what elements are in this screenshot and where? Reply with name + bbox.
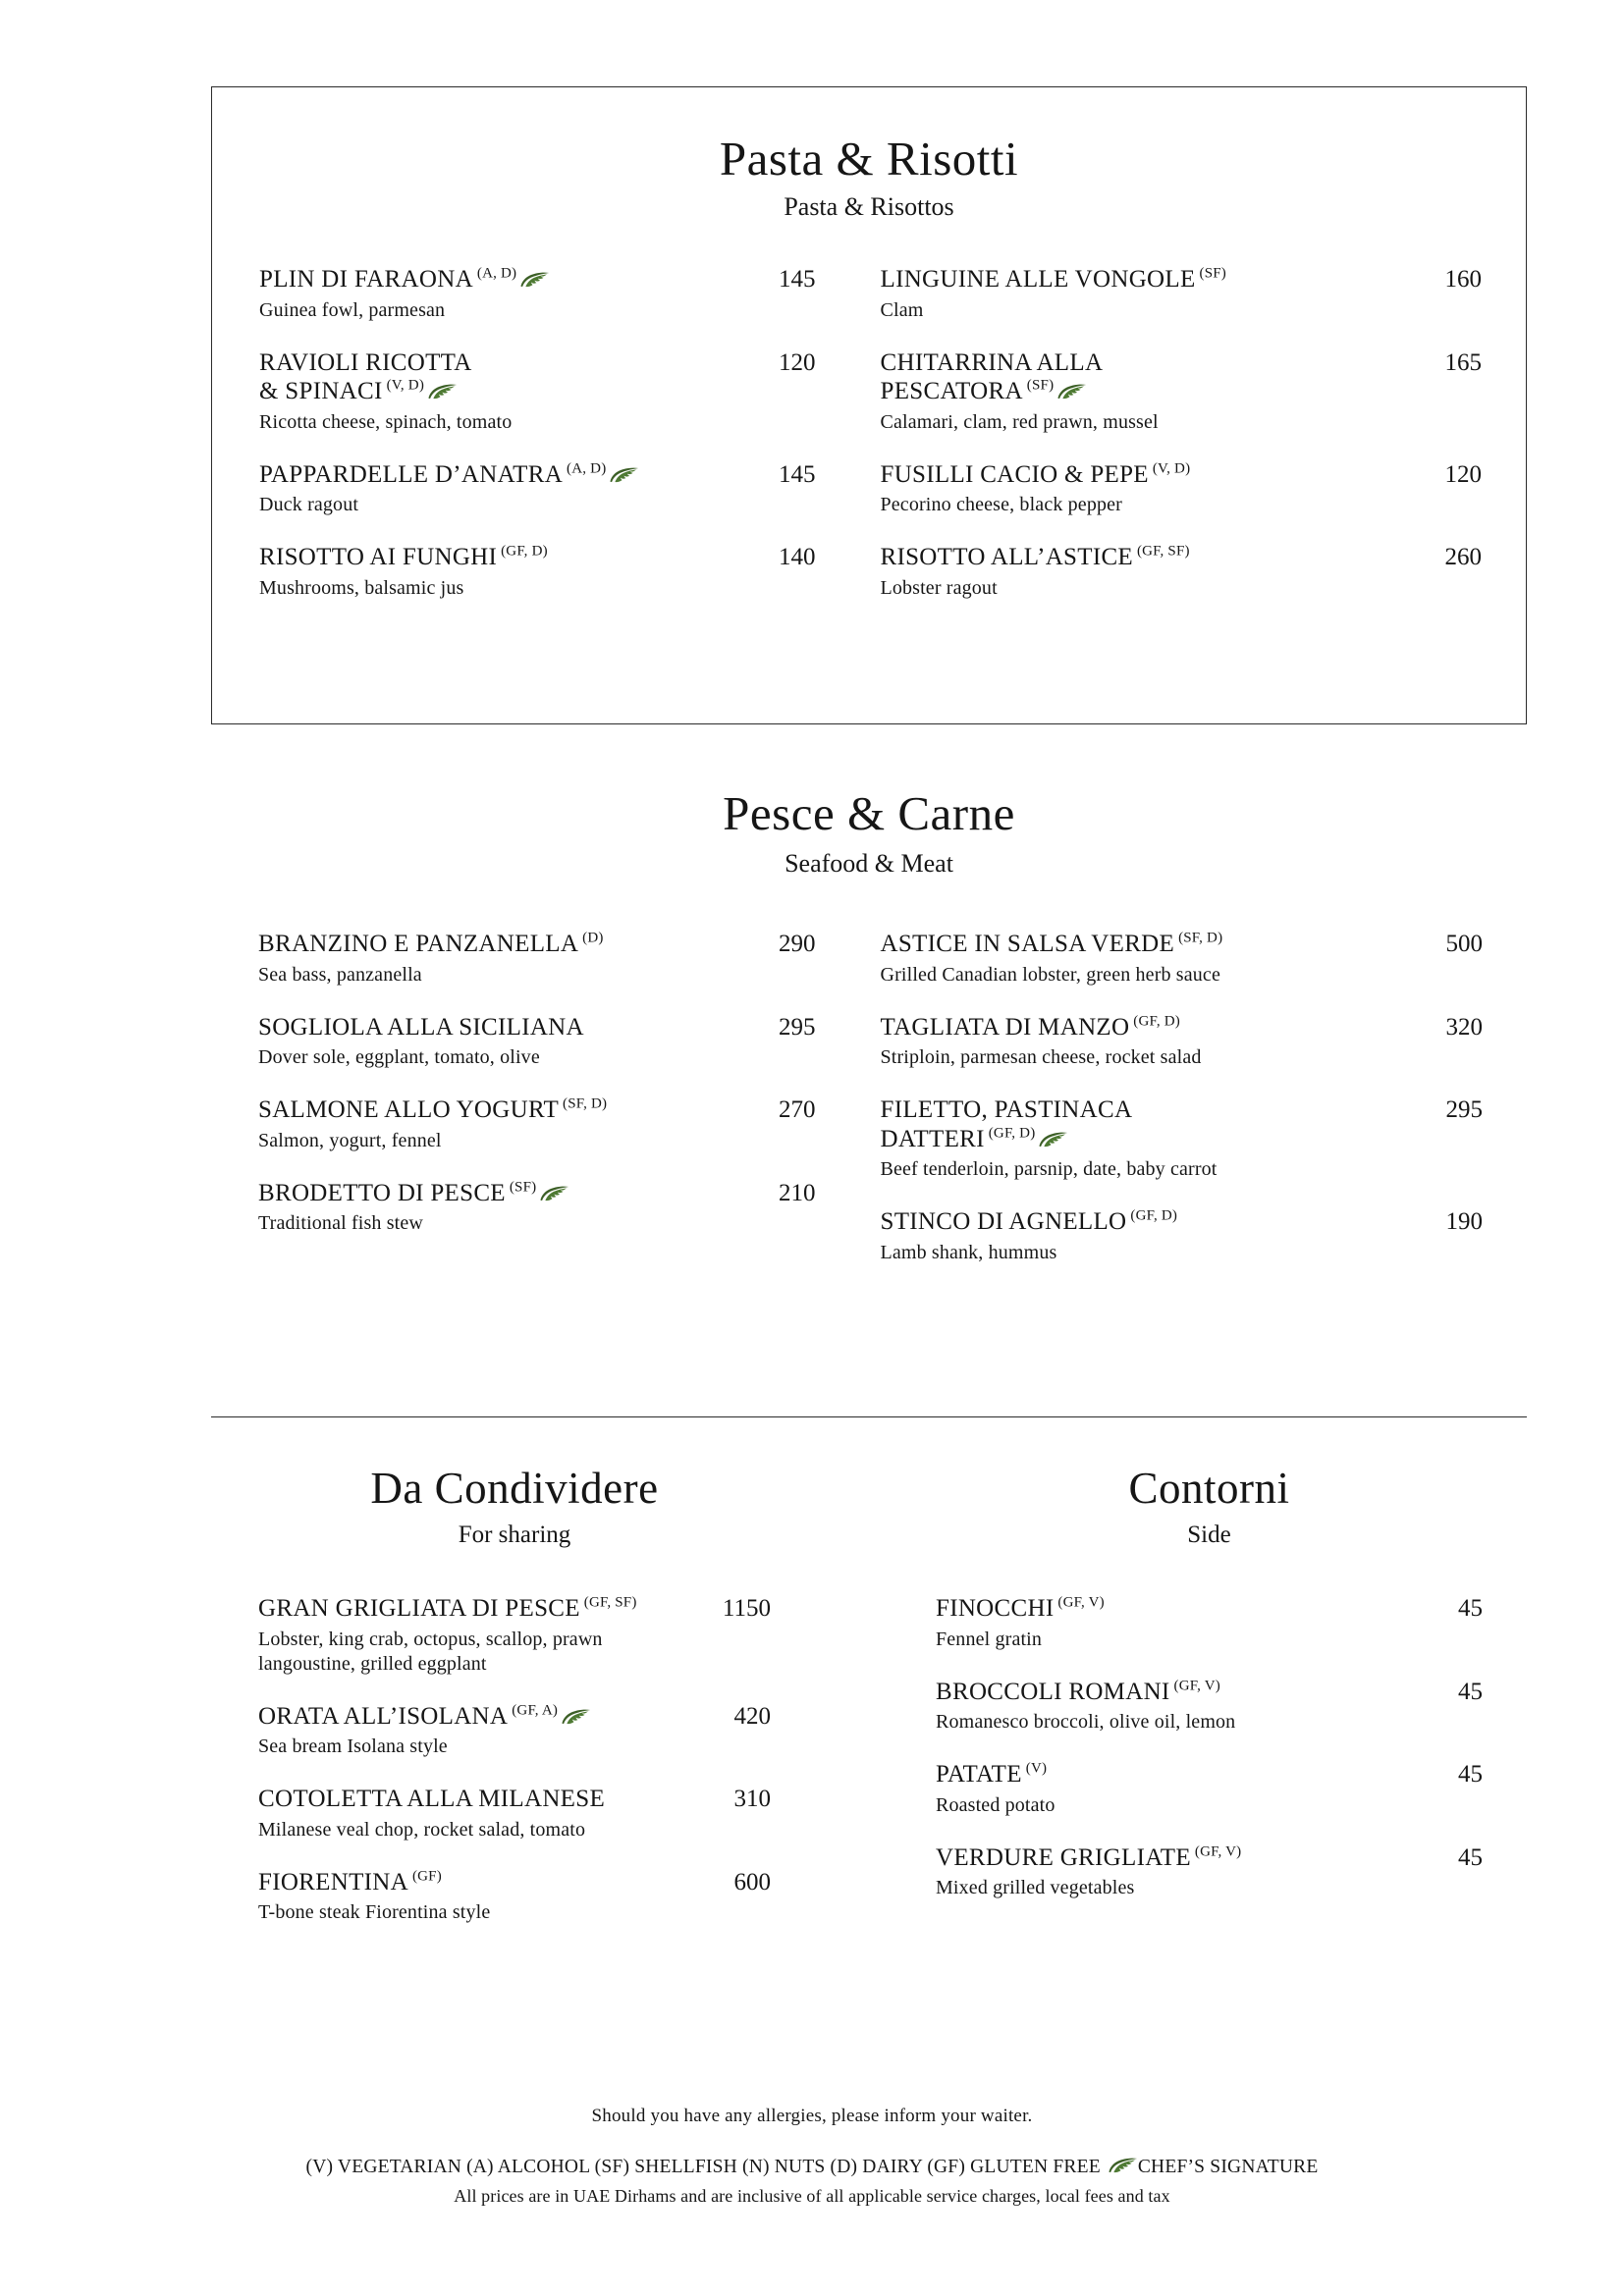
section-pesce-carne [211, 785, 1527, 1291]
allergy-note: Should you have any allergies, please inform your waiter. [591, 2106, 1033, 2126]
item-name-line: GRAN GRIGLIATA DI PESCE [258, 1595, 580, 1622]
menu-item-description: Grilled Canadian lobster, green herb sauce [880, 963, 1220, 986]
menu-item-price: 120 [1444, 460, 1482, 488]
menu-item-description: Dover sole, eggplant, tomato, olive [258, 1046, 540, 1068]
item-allergen-tags: (V, D) [1148, 460, 1191, 477]
chef-signature-leaf-icon [1109, 2158, 1138, 2173]
condividere-item-list [258, 1594, 771, 1925]
item-allergen-tags: (GF, SF) [579, 1594, 637, 1611]
item-allergen-tags: (V) [1021, 1760, 1048, 1777]
menu-item-price: 165 [1444, 348, 1482, 376]
horizontal-divider [211, 1416, 1527, 1417]
legend-codes: (V) VEGETARIAN (A) ALCOHOL (SF) SHELLFISH (N) NUTS (D) DAIRY (GF) GLUTEN FREE [305, 2157, 1101, 2177]
menu-item [258, 1785, 771, 1842]
menu-item-price: 145 [779, 266, 816, 293]
item-allergen-tags: (D) [578, 930, 604, 946]
menu-item-header [259, 265, 816, 294]
menu-item-header [881, 348, 1483, 406]
item-allergen-tags: (SF, D) [1174, 930, 1223, 946]
item-allergen-tags: (A, D) [563, 460, 607, 477]
pesce-column-right [871, 930, 1484, 1291]
menu-item [881, 460, 1483, 518]
prices-note: All prices are in UAE Dirhams and are inclusive of all applicable service charges, local fees and tax [454, 2186, 1170, 2206]
section-title-contorni: Contorni [1128, 1464, 1290, 1513]
item-name-line: PAPPARDELLE D’ANATRA [259, 460, 564, 488]
menu-item-price: 190 [1445, 1208, 1483, 1235]
item-name-line: PATATE [936, 1761, 1022, 1788]
item-allergen-tags: (GF, D) [497, 543, 548, 560]
menu-item [881, 348, 1483, 435]
menu-item [881, 265, 1483, 323]
item-allergen-tags: (GF, V) [1054, 1594, 1105, 1611]
menu-item-description: Sea bream Isolana style [258, 1735, 448, 1757]
contorni-item-list [936, 1594, 1483, 1900]
item-name-line: TAGLIATA DI MANZO [880, 1013, 1130, 1041]
item-name-line: RAVIOLI RICOTTA [259, 348, 472, 376]
menu-item-price: 210 [779, 1179, 816, 1206]
item-allergen-tags: (GF, SF) [1133, 543, 1190, 560]
menu-item [258, 1095, 816, 1153]
pasta-column-left [259, 265, 871, 626]
menu-item-price: 500 [1445, 931, 1483, 957]
item-name-line: VERDURE GRIGLIATE [936, 1843, 1191, 1871]
menu-item-name [258, 1702, 601, 1732]
item-allergen-tags: (GF) [408, 1868, 442, 1885]
menu-item-description: Guinea fowl, parmesan [259, 298, 446, 321]
menu-item-name [259, 460, 649, 490]
menu-item-price: 600 [733, 1868, 771, 1896]
menu-item-description: Traditional fish stew [258, 1212, 423, 1234]
menu-item-header [936, 1594, 1483, 1624]
menu-item-name [258, 1095, 617, 1125]
menu-item [258, 1179, 816, 1237]
item-allergen-tags: (V, D) [382, 377, 425, 394]
menu-item-price: 140 [779, 544, 816, 570]
menu-item-name [258, 1594, 647, 1624]
item-name-line: STINCO DI AGNELLO [880, 1208, 1127, 1235]
item-name-line: RISOTTO ALL’ASTICE [880, 544, 1133, 570]
chef-signature-leaf-icon [520, 266, 550, 282]
menu-item-price: 295 [1445, 1096, 1483, 1123]
menu-item-description: Mixed grilled vegetables [936, 1877, 1135, 1898]
pasta-columns [212, 265, 1526, 626]
menu-item-price: 420 [733, 1702, 771, 1730]
menu-item-name [259, 348, 482, 406]
menu-item-header [258, 1785, 771, 1814]
menu-item-price: 320 [1445, 1013, 1483, 1041]
section-da-condividere [211, 1463, 869, 1950]
menu-item [936, 1678, 1483, 1735]
menu-item-header [259, 348, 816, 406]
item-name-line: CHITARRINA ALLA [880, 348, 1104, 376]
section-title-pasta: Pasta & Risotti [719, 132, 1019, 186]
menu-item-name [258, 1179, 579, 1208]
menu-item-description: Lobster, king crab, octopus, scallop, prawn langoustine, grilled eggplant [258, 1628, 603, 1675]
menu-item-price: 290 [779, 931, 816, 957]
menu-item-description: T-bone steak Fiorentina style [258, 1901, 491, 1923]
item-allergen-tags: (SF) [505, 1179, 537, 1196]
menu-item-header [881, 1013, 1484, 1042]
bottom-sections [211, 1463, 1527, 1950]
menu-item-description: Milanese veal chop, rocket salad, tomato [258, 1818, 586, 1841]
menu-item [258, 1594, 771, 1677]
menu-item-description: Romanesco broccoli, olive oil, lemon [936, 1711, 1236, 1733]
item-name-line: FUSILLI CACIO & PEPE [880, 460, 1149, 488]
menu-item-price: 45 [1458, 1678, 1483, 1705]
section-subtitle-contorni: Side [1187, 1522, 1231, 1548]
menu-item-header [258, 1013, 816, 1042]
pasta-column-right [871, 265, 1483, 626]
menu-item-name [259, 265, 560, 294]
item-allergen-tags: (SF) [1022, 377, 1055, 394]
item-name-line: BROCCOLI ROMANI [936, 1678, 1170, 1705]
menu-item-name [258, 1013, 594, 1042]
menu-item-description: Ricotta cheese, spinach, tomato [259, 410, 513, 433]
menu-item-header [881, 460, 1483, 490]
item-name-line: PESCATORA [880, 378, 1023, 404]
menu-item-price: 45 [1458, 1843, 1483, 1871]
menu-item-description: Roasted potato [936, 1793, 1056, 1816]
menu-item-header [258, 1594, 771, 1624]
chef-signature-leaf-icon [610, 461, 639, 477]
menu-item-description: Lamb shank, hummus [880, 1241, 1057, 1263]
item-allergen-tags: (GF, D) [1129, 1013, 1180, 1030]
menu-item [259, 543, 816, 601]
menu-item-name [881, 265, 1237, 294]
menu-item [881, 1207, 1484, 1265]
pesce-column-left [258, 930, 871, 1291]
menu-item-name [881, 460, 1201, 490]
menu-item-name [258, 1868, 452, 1897]
menu-item [881, 1013, 1484, 1071]
item-name-line: ASTICE IN SALSA VERDE [880, 931, 1175, 957]
menu-item-description: Pecorino cheese, black pepper [880, 494, 1122, 515]
menu-item-name [881, 1013, 1191, 1042]
item-name-line: SOGLIOLA ALLA SICILIANA [258, 1013, 584, 1041]
menu-item-name [881, 348, 1113, 406]
menu-item-description: Duck ragout [259, 494, 359, 515]
menu-item-header [936, 1678, 1483, 1707]
menu-item-header [936, 1760, 1483, 1789]
pesce-columns [211, 930, 1527, 1291]
menu-item-description: Lobster ragout [880, 576, 998, 599]
menu-item [881, 930, 1484, 988]
section-title-condividere: Da Condividere [370, 1464, 659, 1513]
menu-item [259, 348, 816, 435]
menu-item [881, 1095, 1484, 1182]
menu-item-header [881, 930, 1484, 959]
item-name-line: BRANZINO E PANZANELLA [258, 931, 579, 957]
menu-item [259, 265, 816, 323]
item-name-line: FILETTO, PASTINACA [880, 1096, 1133, 1123]
item-allergen-tags: (SF, D) [559, 1095, 608, 1112]
item-allergen-tags: (A, D) [472, 265, 517, 282]
menu-item-price: 45 [1458, 1761, 1483, 1788]
menu-item-price: 160 [1444, 266, 1482, 293]
menu-item-description: Salmon, yogurt, fennel [258, 1129, 442, 1151]
item-name-line: LINGUINE ALLE VONGOLE [880, 266, 1196, 293]
section-subtitle-pesce: Seafood & Meat [785, 849, 953, 878]
item-name-line: SALMONE ALLO YOGURT [258, 1096, 560, 1123]
menu-item [936, 1843, 1483, 1901]
menu-item [881, 543, 1483, 601]
menu-item-name [881, 1207, 1188, 1237]
menu-item-name [881, 930, 1233, 959]
item-name-line: PLIN DI FARAONA [259, 266, 473, 293]
menu-item-price: 310 [733, 1786, 771, 1812]
menu-item-price: 1150 [722, 1595, 771, 1622]
chef-signature-leaf-icon [1057, 378, 1087, 394]
item-allergen-tags: (GF, V) [1190, 1843, 1242, 1860]
item-name-line: RISOTTO AI FUNGHI [259, 544, 498, 570]
menu-item-price: 295 [779, 1013, 816, 1041]
item-name-line: ORATA ALL’ISOLANA [258, 1702, 509, 1730]
menu-item-name [936, 1594, 1114, 1624]
menu-item-header [936, 1843, 1483, 1873]
menu-item-price: 270 [779, 1096, 816, 1123]
menu-item-name [936, 1760, 1056, 1789]
menu-item-name [936, 1843, 1251, 1873]
menu-item-header [881, 1095, 1484, 1153]
menu-item-description: Fennel gratin [936, 1628, 1043, 1650]
section-subtitle-pasta: Pasta & Risottos [784, 192, 954, 221]
menu-item-header [258, 1702, 771, 1732]
menu-item-header [881, 543, 1483, 572]
chef-signature-leaf-icon [1039, 1126, 1068, 1142]
chef-signature-leaf-icon [428, 378, 458, 394]
menu-item [258, 930, 816, 988]
item-name-line: & SPINACI [259, 378, 383, 404]
menu-item-header [258, 1179, 816, 1208]
menu-item-header [259, 543, 816, 572]
item-name-line: DATTERI [880, 1125, 985, 1152]
legend-line [0, 2157, 1624, 2178]
menu-item-name [258, 1785, 615, 1814]
menu-item [936, 1594, 1483, 1652]
menu-item [258, 1702, 771, 1760]
item-name-line: BRODETTO DI PESCE [258, 1179, 506, 1206]
menu-item [258, 1013, 816, 1071]
chef-signature-leaf-icon [562, 1703, 591, 1719]
item-name-line: FINOCCHI [936, 1595, 1055, 1622]
menu-item-description: Calamari, clam, red prawn, mussel [880, 410, 1159, 433]
menu-item-header [258, 1095, 816, 1125]
menu-item-name [881, 1095, 1143, 1153]
menu-item-name [881, 543, 1200, 572]
item-name-line: FIORENTINA [258, 1868, 408, 1896]
chef-signature-leaf-icon [540, 1180, 569, 1196]
menu-item-price: 120 [779, 348, 816, 376]
menu-item-name [259, 543, 558, 572]
menu-item-header [258, 1868, 771, 1897]
menu-item-header [258, 930, 816, 959]
item-allergen-tags: (GF, D) [1126, 1207, 1178, 1224]
menu-item-header [259, 460, 816, 490]
menu-item [259, 460, 816, 518]
item-name-line: COTOLETTA ALLA MILANESE [258, 1786, 606, 1812]
menu-item-description: Mushrooms, balsamic jus [259, 576, 464, 599]
menu-item-description: Striploin, parmesan cheese, rocket salad [880, 1046, 1202, 1068]
menu-item-name [258, 930, 614, 959]
menu-item-price: 260 [1444, 544, 1482, 570]
menu-item-header [881, 1207, 1484, 1237]
section-subtitle-condividere: For sharing [458, 1522, 571, 1548]
menu-item-header [881, 265, 1483, 294]
item-allergen-tags: (GF, V) [1169, 1678, 1220, 1694]
menu-footer [0, 2106, 1624, 2207]
section-pasta-risotti [211, 86, 1527, 724]
section-title-pesce: Pesce & Carne [723, 786, 1015, 840]
menu-item-description: Sea bass, panzanella [258, 963, 422, 986]
menu-item-price: 45 [1458, 1595, 1483, 1622]
legend-chef-signature: CHEF’S SIGNATURE [1137, 2157, 1319, 2177]
menu-item [258, 1868, 771, 1926]
menu-item-description: Beef tenderloin, parsnip, date, baby carrot [880, 1158, 1218, 1180]
section-contorni [869, 1463, 1527, 1950]
menu-item-description: Clam [880, 298, 924, 321]
item-allergen-tags: (GF, A) [508, 1702, 559, 1719]
menu-item-name [936, 1678, 1230, 1707]
item-allergen-tags: (SF) [1195, 265, 1226, 282]
item-allergen-tags: (GF, D) [984, 1125, 1036, 1142]
menu-item [936, 1760, 1483, 1818]
menu-item-price: 145 [779, 460, 816, 488]
